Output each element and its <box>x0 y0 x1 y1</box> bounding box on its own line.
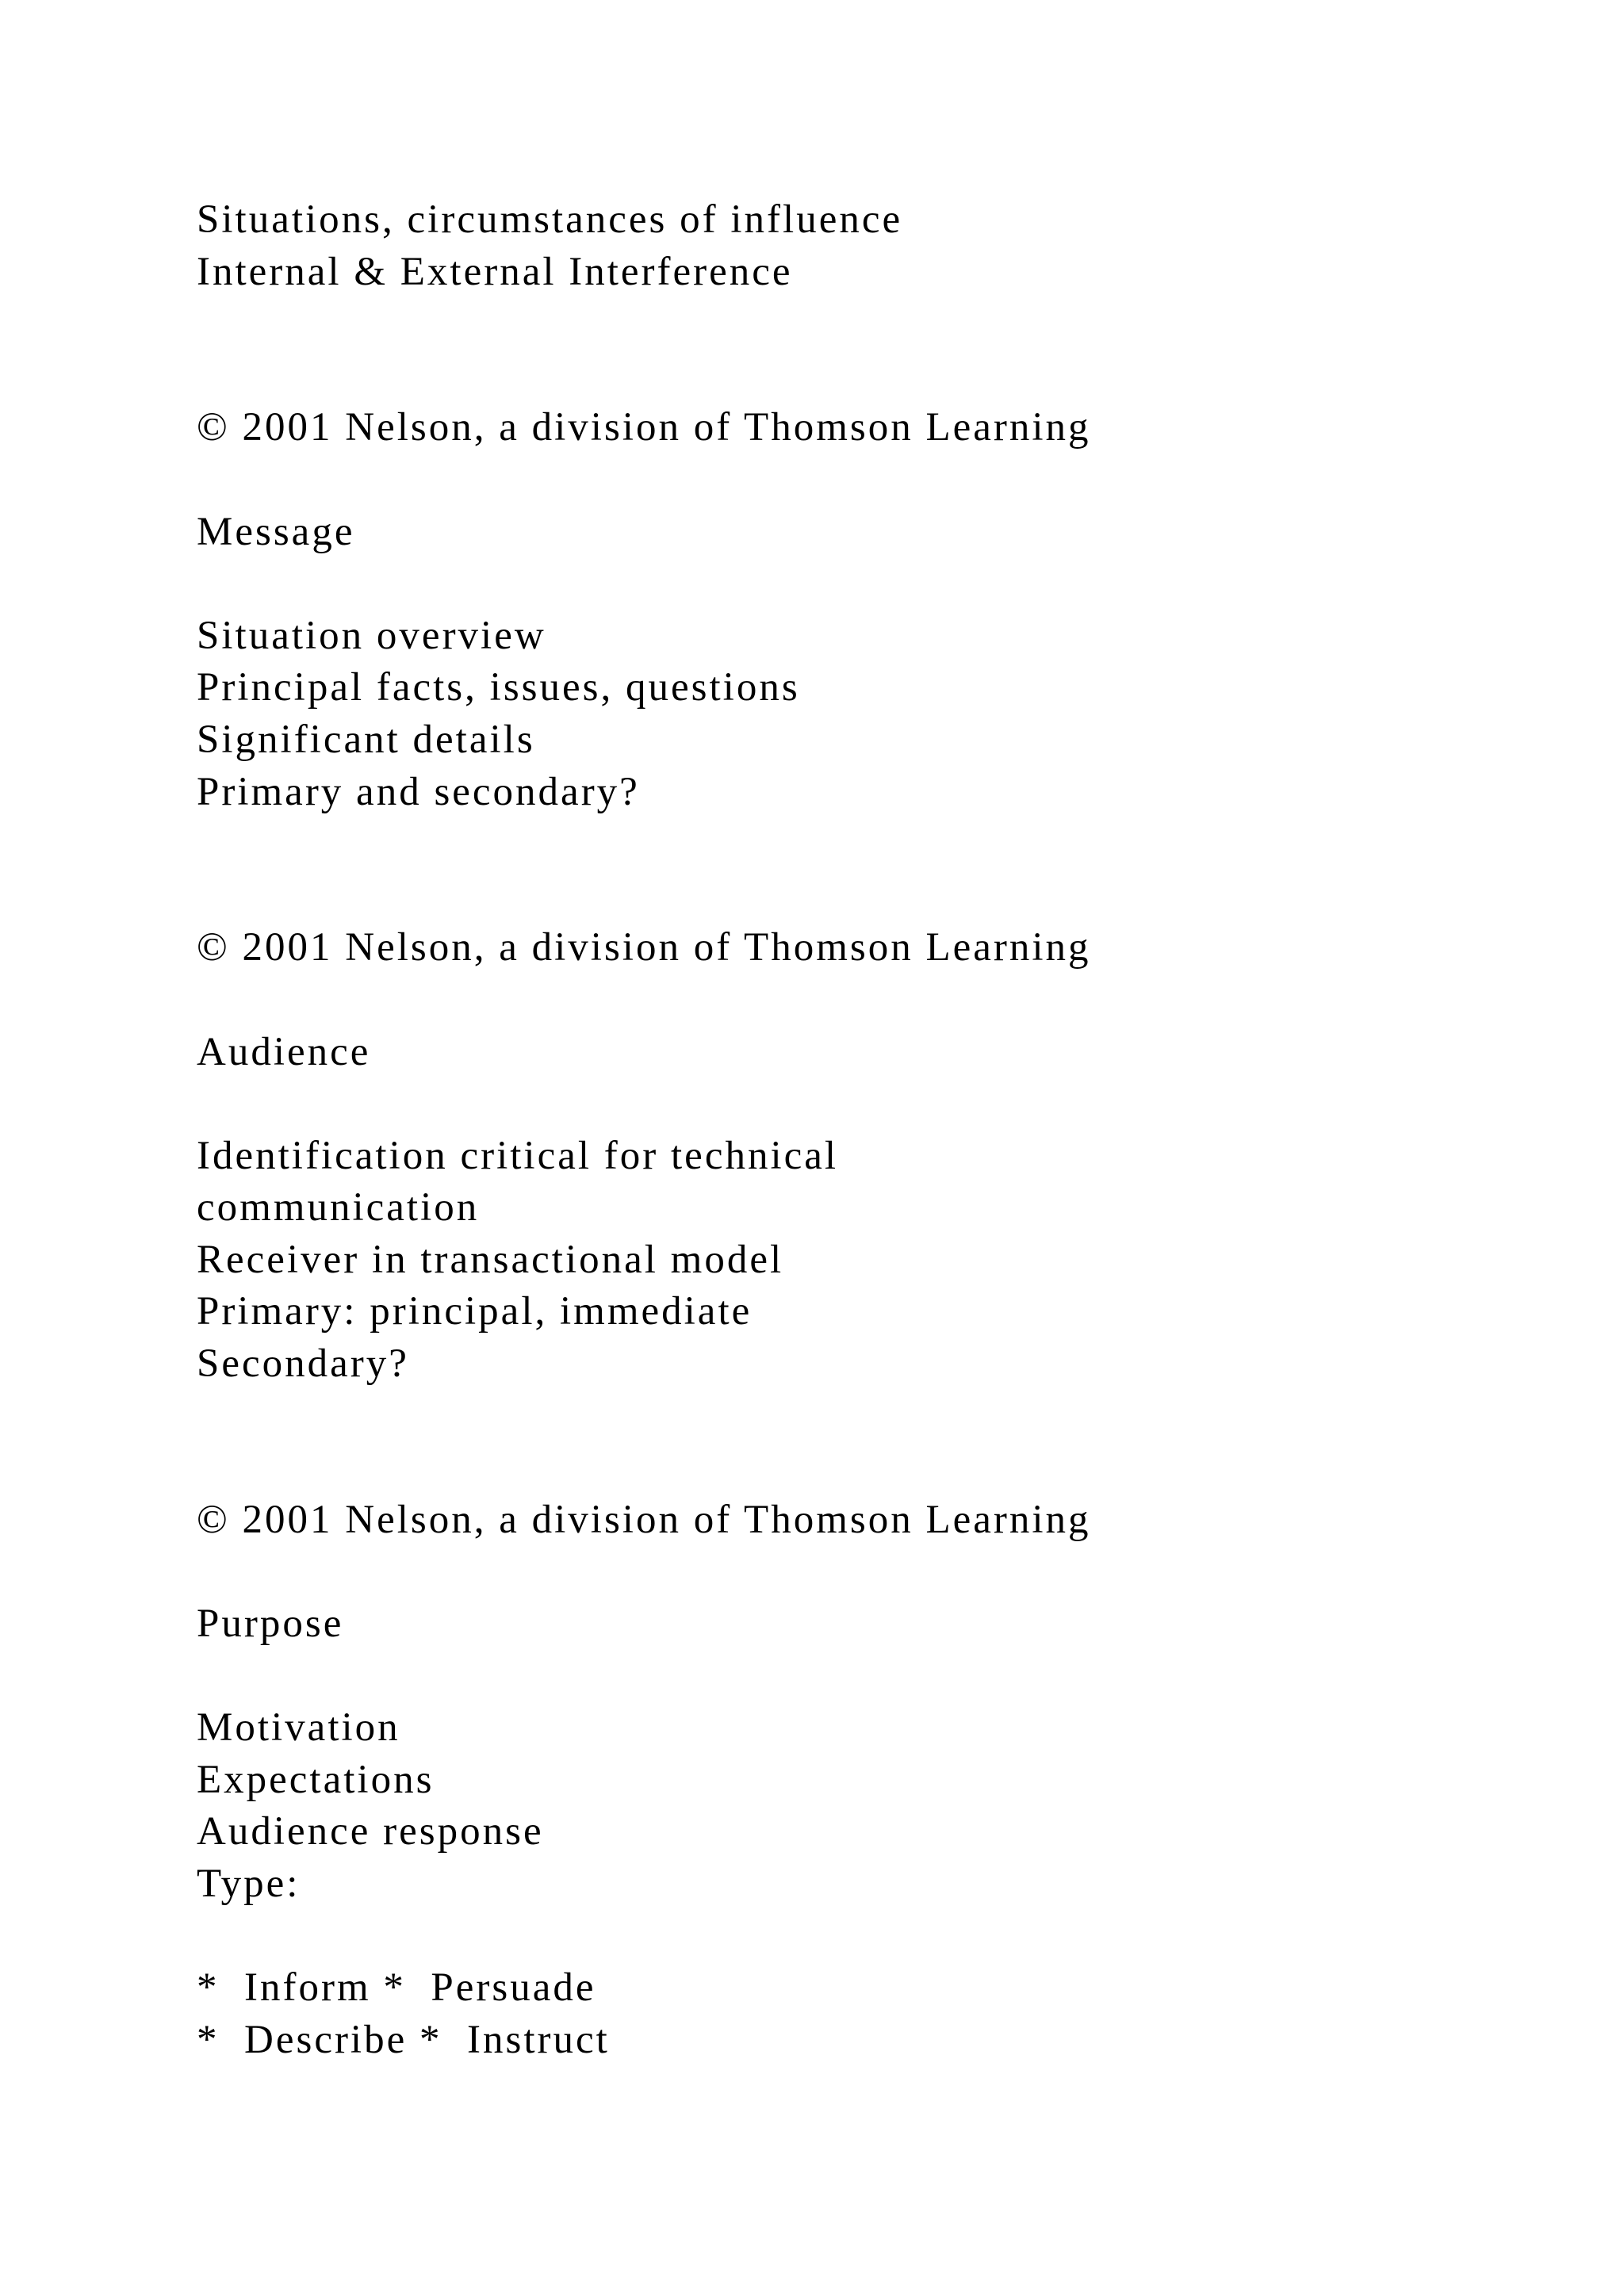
copyright-notice: © 2001 Nelson, a division of Thomson Learning <box>197 925 1091 970</box>
spacer <box>197 558 1545 610</box>
context-line: Situations, circumstances of influence <box>197 197 903 242</box>
message-point: Significant details <box>197 717 535 762</box>
context-line: Internal & External Interference <box>197 249 793 294</box>
message-point: Primary and secondary? <box>197 769 640 814</box>
spacer <box>197 1546 1545 1598</box>
spacer <box>197 298 1545 350</box>
spacer <box>197 871 1545 923</box>
purpose-point: Type: <box>197 1862 301 1906</box>
purpose-type-line: * Inform * Persuade <box>197 1965 596 2011</box>
spacer <box>197 1391 1545 1443</box>
spacer <box>197 1078 1545 1131</box>
audience-heading: Audience <box>197 1029 371 1074</box>
spacer <box>197 974 1545 1027</box>
spacer <box>197 818 1545 871</box>
spacer <box>197 1651 1545 1703</box>
audience-point: communication <box>197 1185 480 1230</box>
spacer <box>197 454 1545 507</box>
spacer <box>197 350 1545 403</box>
copyright-notice: © 2001 Nelson, a division of Thomson Learning <box>197 405 1091 450</box>
spacer <box>197 1911 1545 1963</box>
purpose-point: Audience response <box>197 1809 544 1854</box>
audience-point: Secondary? <box>197 1341 409 1387</box>
message-point: Situation overview <box>197 613 546 658</box>
message-point: Principal facts, issues, questions <box>197 665 800 710</box>
purpose-heading: Purpose <box>197 1601 344 1647</box>
message-heading: Message <box>197 509 355 554</box>
purpose-type-line: * Describe * Instruct <box>197 2017 610 2062</box>
audience-point: Identification critical for technical <box>197 1133 839 1178</box>
audience-point: Primary: principal, immediate <box>197 1289 753 1334</box>
audience-point: Receiver in transactional model <box>197 1237 784 1282</box>
document-text <box>197 194 1545 2066</box>
copyright-notice: © 2001 Nelson, a division of Thomson Learning <box>197 1497 1091 1542</box>
purpose-point: Expectations <box>197 1757 435 1802</box>
spacer <box>197 1442 1545 1494</box>
purpose-point: Motivation <box>197 1705 400 1751</box>
